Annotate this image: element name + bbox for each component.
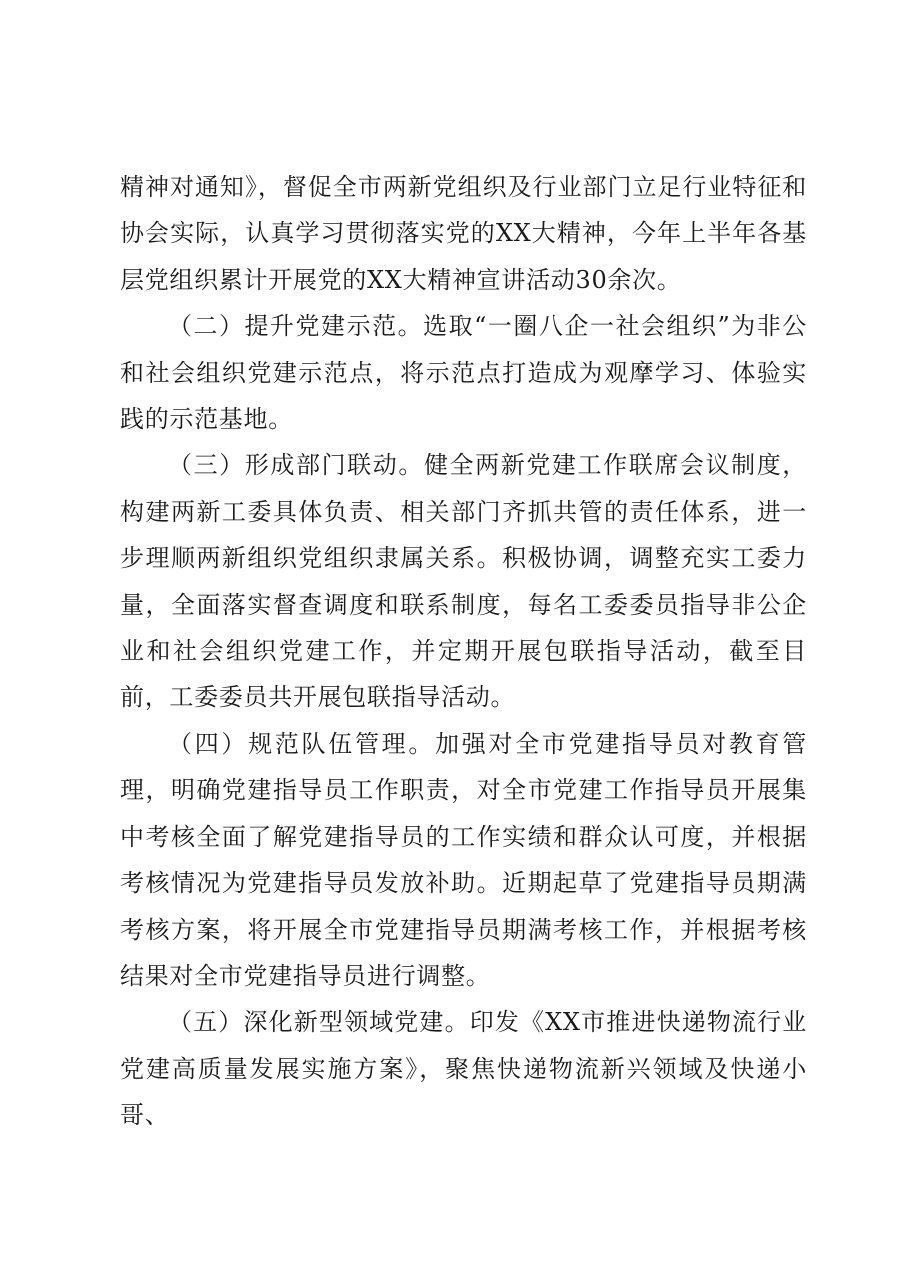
- paragraph-section-5-new-field-party-building: （五）深化新型领域党建。印发《XX市推进快递物流行业党建高质量发展实施方案》，聚焦快递物流新兴领域及快递小哥、: [120, 1008, 807, 1130]
- document-body: [120, 164, 807, 1139]
- paragraph-section-2-party-building-demo: （二）提升党建示范。选取“一圈八企一社会组织”为非公和社会组织党建示范点，将示范点打造成为观摩学习、体验实践的示范基地。: [120, 312, 807, 434]
- paragraph-section-3-department-linkage: （三）形成部门联动。健全两新党建工作联席会议制度，构建两新工委具体负责、相关部门齐抓共管的责任体系，进一步理顺两新组织党组织隶属关系。积极协调，调整充实工委力量，全面落实督查调度和联系制度，每名工委委员指导非公企业和社会组织党建工作，并定期开展包联指导活动，截至目前，工委委员共开展包联指导活动。: [120, 451, 807, 712]
- paragraph-section-4-team-management: （四）规范队伍管理。加强对全市党建指导员对教育管理，明确党建指导员工作职责，对全市党建工作指导员开展集中考核全面了解党建指导员的工作实绩和群众认可度，并根据考核情况为党建指导员发放补助。近期起草了党建指导员期满考核方案，将开展全市党建指导员期满考核工作，并根据考核结果对全市党建指导员进行调整。: [120, 729, 807, 990]
- paragraph-continuation: 精神对通知》，督促全市两新党组织及行业部门立足行业特征和协会实际，认真学习贯彻落实党的XX大精神，今年上半年各基层党组织累计开展党的XX大精神宣讲活动30余次。: [120, 173, 807, 294]
